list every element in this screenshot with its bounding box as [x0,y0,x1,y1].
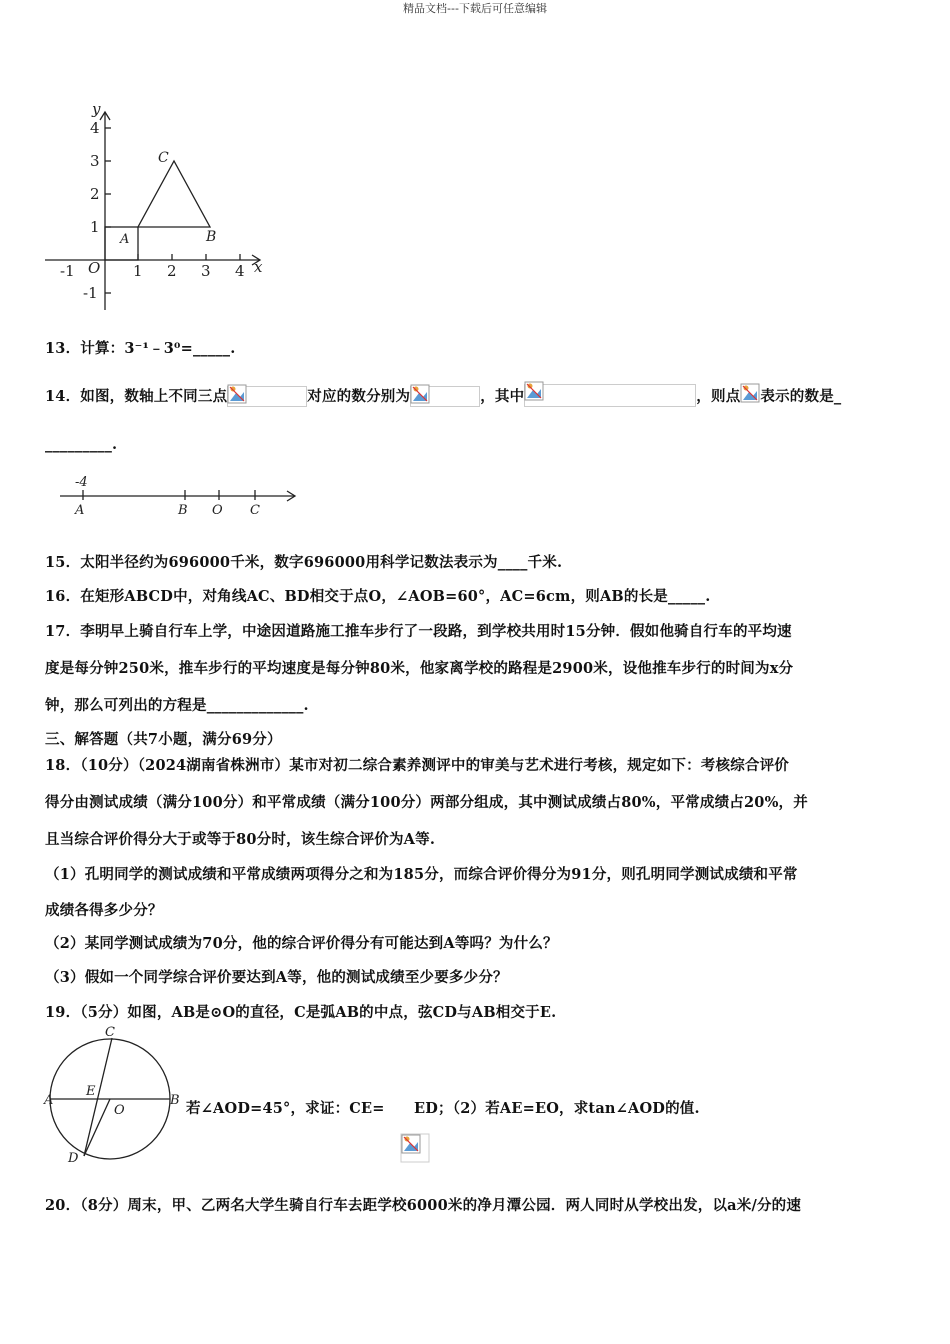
x-tick: -1 [60,262,75,280]
origin-label: O [88,259,101,277]
point-b-label: B [206,229,217,245]
numline-value: -4 [75,475,88,490]
circle-figure [40,1024,185,1166]
question-19: 19．（5分）如图，AB是⊙O的直径，C是弧AB的中点，弦CD与AB相交于E. [45,1004,557,1021]
numline-b: B [178,503,188,518]
broken-image-icon [524,381,696,413]
q14-text: ，则点 [696,388,741,405]
y-tick: 3 [90,152,100,170]
x-tick: 1 [133,262,143,280]
question-18-line2: 得分由测试成绩（满分100分）和平常成绩（满分100分）两部分组成，其中测试成绩占80%，平常成绩占20%，并 [45,794,808,811]
circle-label-a: A [44,1093,54,1108]
x-axis-label: x [254,258,263,276]
y-tick: 1 [90,218,100,236]
q14-text: 14．如图，数轴上不同三点 [45,388,228,405]
circle-label-d: D [68,1151,79,1166]
x-tick: 4 [235,262,245,280]
question-18-line3: 且当综合评价得分大于或等于80分时，该生综合评价为A等. [45,831,436,848]
question-14 [45,381,841,413]
coordinate-graph [40,100,280,320]
y-tick: -1 [83,284,98,302]
x-tick: 2 [167,262,177,280]
x-tick: 3 [201,262,211,280]
question-17-line1: 17．李明早上骑自行车上学，中途因道路施工推车步行了一段路，到学校共用时15分钟．假如他骑自行车的平均速 [45,623,792,640]
question-13: 13．计算：3⁻¹﹣3⁰=_____. [45,340,236,357]
broken-image-icon [400,1133,430,1167]
point-c-label: C [158,150,169,166]
numline-o: O [212,503,223,518]
numline-a: A [75,503,85,518]
section-3-title: 三、解答题（共7小题，满分69分） [45,731,282,748]
question-18-line1: 18．（10分）（2024湖南省株洲市）某市对初二综合素养测评中的审美与艺术进行考核，规定如下：考核综合评价 [45,757,790,774]
question-19-parts: 若∠AOD=45°，求证：CE= ED；（2）若AE=EO，求tan∠AOD的值. [186,1100,700,1117]
question-18-part1-cont: 成绩各得多少分？ [45,902,163,919]
y-tick: 4 [90,119,100,137]
y-axis-label: y [92,100,101,118]
question-16: 16．在矩形ABCD中，对角线AC、BD相交于点O，∠AOB=60°，AC=6cm，则AB的长是_____. [45,588,711,605]
question-17-line3: 钟，那么可列出的方程是_____________. [45,697,309,714]
y-tick: 2 [90,185,100,203]
circle-label-b: B [170,1093,180,1108]
circle-label-o: O [114,1103,125,1118]
broken-image-icon [740,383,760,411]
question-18-part1: （1）孔明同学的测试成绩和平常成绩两项得分之和为185分，而综合评价得分为91分，则孔明同学测试成绩和平常 [45,866,798,883]
question-15: 15．太阳半径约为696000千米，数字696000用科学记数法表示为____千米. [45,554,563,571]
number-line [55,472,305,522]
q14-text: ，其中 [480,388,525,405]
numline-c: C [250,503,260,518]
q14-text: 表示的数是_ [760,388,842,405]
q14-text: 对应的数分别为 [307,388,411,405]
page-header: 精品文档---下载后可任意编辑 [403,2,547,15]
question-20: 20．（8分）周末，甲、乙两名大学生骑自行车去距学校6000米的净月潭公园．两人同时从学校出发，以a米/分的速 [45,1197,802,1214]
question-14-cont: _________. [45,436,118,453]
circle-label-c: C [105,1025,115,1040]
question-18-part3: （3）假如一个同学综合评价要达到A等，他的测试成绩至少要多少分？ [45,969,508,986]
question-17-line2: 度是每分钟250米，推车步行的平均速度是每分钟80米，他家离学校的路程是2900米，设他推车步行的时间为x分 [45,660,794,677]
question-18-part2: （2）某同学测试成绩为70分，他的综合评价得分有可能达到A等吗？为什么？ [45,935,558,952]
point-a-label: A [120,232,130,247]
broken-image-icon [410,383,480,411]
broken-image-icon [227,383,307,411]
circle-label-e: E [86,1084,96,1099]
